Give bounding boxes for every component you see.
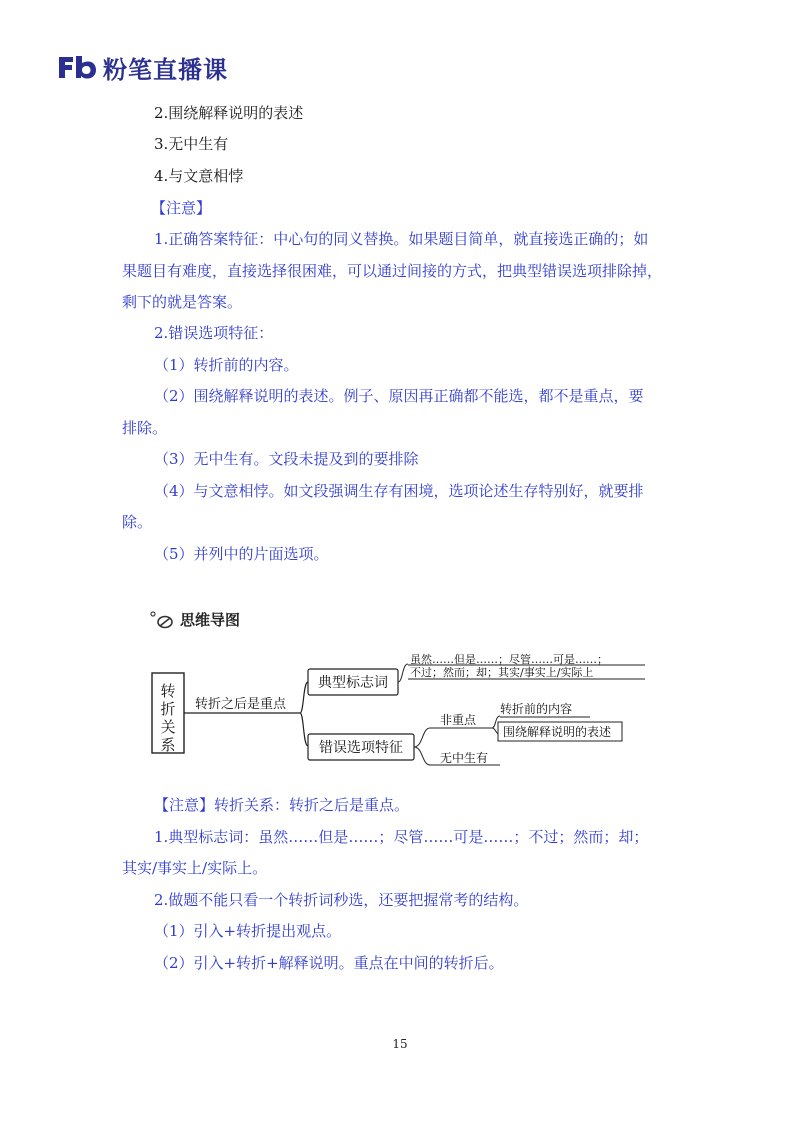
branch-label: 错误选项特征 bbox=[319, 740, 403, 756]
root-label-char: 关 bbox=[160, 718, 176, 736]
note-line: 1.正确答案特征：中心句的同义替换。如果题目简单，就直接选正确的；如 bbox=[154, 230, 649, 248]
branch-label: 典型标志词 bbox=[318, 675, 388, 691]
note-line: （3）无中生有。文段未提及到的要排除 bbox=[154, 450, 419, 468]
note-line: （4）与文意相悖。如文段强调生存有困境，选项论述生存特别好，就要排 bbox=[154, 482, 644, 500]
edge-label: 转折之后是重点 bbox=[195, 697, 287, 712]
root-label bbox=[160, 682, 175, 754]
mind-map-title: 思维导图 bbox=[180, 611, 241, 629]
note-line: 2.错误选项特征： bbox=[154, 324, 274, 342]
note-line: 【注意】转折关系：转折之后是重点。 bbox=[154, 796, 410, 814]
mind-map-heading bbox=[150, 609, 240, 630]
note-line: 果题目有难度，直接选择很困难，可以通过间接的方式，把典型错误选项排除掉， bbox=[122, 262, 663, 280]
list-item: 4.与文意相悖 bbox=[154, 167, 244, 185]
header-brand bbox=[57, 51, 228, 83]
sub-branch-label: 无中生有 bbox=[440, 751, 489, 765]
mind-map-diagram bbox=[140, 640, 660, 775]
list-item: 2.围绕解释说明的表述 bbox=[154, 104, 304, 122]
mind-map-icon bbox=[150, 611, 174, 629]
leaf-text: 虽然……但是……；尽管……可是……； bbox=[410, 653, 608, 666]
note-line: （1）转折前的内容。 bbox=[154, 356, 299, 374]
leaf-text: 转折前的内容 bbox=[500, 702, 573, 716]
fb-logo-icon bbox=[57, 53, 97, 81]
root-label-char: 折 bbox=[160, 700, 176, 718]
root-label-char: 系 bbox=[160, 736, 176, 754]
leaf-text: 不过；然而；却；其实/事实上/实际上 bbox=[410, 666, 594, 679]
leaf-text: 围绕解释说明的表述 bbox=[503, 725, 612, 739]
brand-name: 粉笔直播课 bbox=[103, 55, 228, 84]
note-line: 2.做题不能只看一个转折词秒选，还要把握常考的结构。 bbox=[154, 891, 529, 909]
page-number: 15 bbox=[392, 1037, 408, 1051]
note-line: 其实/事实上/实际上。 bbox=[122, 859, 268, 877]
note-label: 【注意】 bbox=[151, 199, 212, 217]
note-line: （5）并列中的片面选项。 bbox=[154, 545, 329, 563]
note-line: 排除。 bbox=[122, 419, 168, 437]
note-line: （2）围绕解释说明的表述。例子、原因再正确都不能选，都不是重点，要 bbox=[154, 387, 644, 405]
sub-branch-label: 非重点 bbox=[440, 713, 477, 727]
note-line: 1.典型标志词：虽然……但是……；尽管……可是……；不过；然而；却； bbox=[154, 828, 649, 846]
note-line: 除。 bbox=[122, 513, 153, 531]
note-line: （2）引入+转折+解释说明。重点在中间的转折后。 bbox=[154, 954, 504, 972]
note-line: 剩下的就是答案。 bbox=[122, 293, 243, 311]
note-line: （1）引入+转折提出观点。 bbox=[154, 922, 342, 940]
root-label-char: 转 bbox=[160, 682, 176, 700]
list-item: 3.无中生有 bbox=[154, 135, 229, 153]
